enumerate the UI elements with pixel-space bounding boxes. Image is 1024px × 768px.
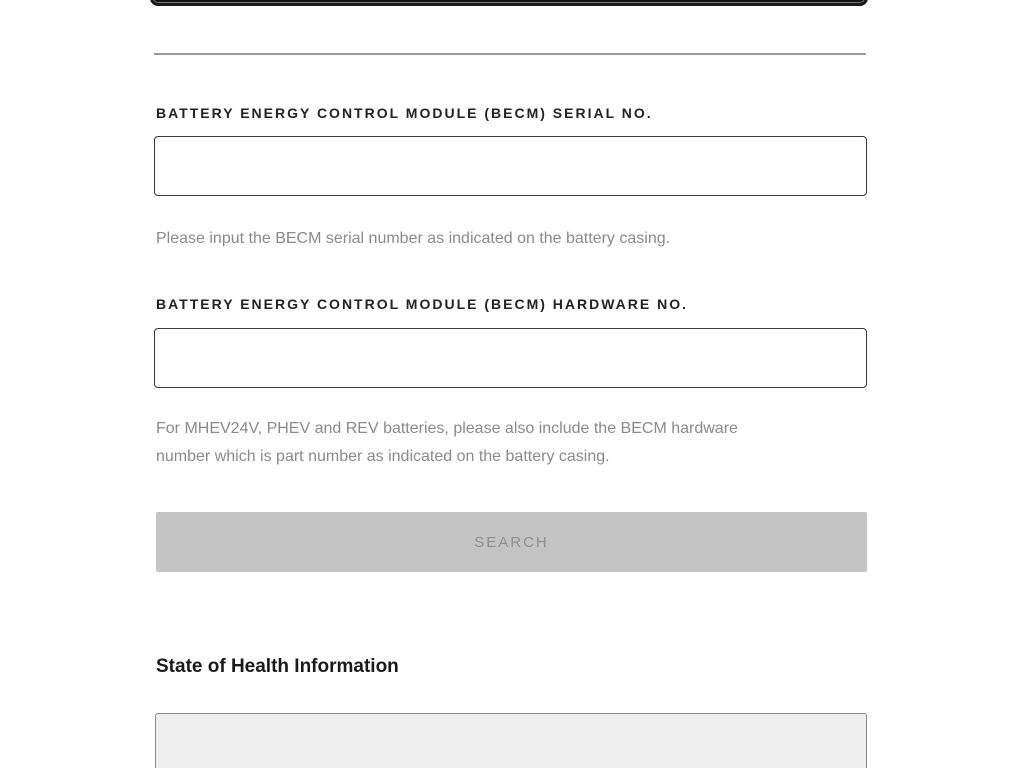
becm-serial-label: BATTERY ENERGY CONTROL MODULE (BECM) SERIAL NO. xyxy=(156,105,653,121)
becm-hardware-hint-line-2: number which is part number as indicated on the battery casing. xyxy=(156,448,610,465)
becm-serial-input[interactable] xyxy=(154,136,867,196)
state-of-health-panel xyxy=(155,713,867,768)
search-button[interactable]: SEARCH xyxy=(156,512,867,572)
becm-serial-hint: Please input the BECM serial number as indicated on the battery casing. xyxy=(156,230,671,247)
becm-hardware-input[interactable] xyxy=(154,328,867,388)
top-banner xyxy=(150,0,868,6)
becm-hardware-label: BATTERY ENERGY CONTROL MODULE (BECM) HARDWARE NO. xyxy=(156,296,689,312)
section-divider xyxy=(154,53,866,55)
state-of-health-title: State of Health Information xyxy=(156,656,399,677)
becm-hardware-hint-line-1: For MHEV24V, PHEV and REV batteries, please also include the BECM hardware xyxy=(156,420,738,437)
